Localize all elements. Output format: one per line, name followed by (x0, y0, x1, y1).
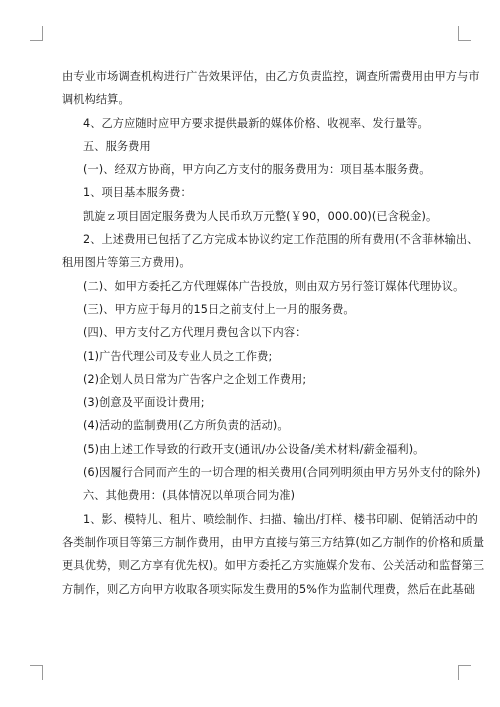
text-line: 更具优势，则乙方享有优先权)。如甲方委托乙方实施媒介发布、公关活动和监督第三 (62, 559, 485, 573)
text-line: 凯旋ｚ项目固定服务费为人民币玖万元整(￥90，000.00)(已含税金)。 (83, 209, 438, 223)
crop-mark-top-right (458, 26, 471, 41)
text-line: 调机构结算。 (62, 93, 130, 107)
body-text (62, 65, 485, 601)
section-heading: 五、服务费用 (83, 139, 151, 153)
text-line: (4)活动的监制费用(乙方所负责的活动)。 (83, 419, 289, 433)
text-line: (6)因履行合同而产生的一切合理的相关费用(合同列明须由甲方另外支付的除外) (83, 466, 481, 480)
text-line: (3)创意及平面设计费用; (83, 396, 205, 410)
text-line: (三)、甲方应于每月的15日之前支付上一月的服务费。 (83, 302, 355, 316)
crop-mark-top-left (30, 26, 43, 41)
text-line: 各类制作项目等第三方制作费用，由甲方直接与第三方结算(如乙方制作的价格和质量 (62, 535, 485, 549)
text-line: 1、项目基本服务费： (83, 186, 192, 200)
text-line: (四)、甲方支付乙方代理月费包含以下内容： (83, 326, 307, 340)
section-heading: 六、其他费用：(具体情况以单项合同为准) (83, 489, 296, 503)
text-line: 4、乙方应随时应甲方要求提供最新的媒体价格、收视率、发行量等。 (83, 116, 429, 130)
text-line: 租用图片等第三方费用)。 (62, 256, 191, 270)
crop-mark-bottom-left (30, 665, 43, 680)
text-line: (二)、如甲方委托乙方代理媒体广告投放，则由双方另行签订媒体代理协议。 (83, 279, 465, 293)
text-line: (2)企划人员日常为广告客户之企划工作费用; (83, 372, 307, 386)
text-line: (5)由上述工作导致的行政开支(通讯/办公设备/美术材料/薪金福利)。 (83, 442, 425, 456)
crop-mark-bottom-right (458, 665, 471, 680)
text-line: (一)、经双方协商，甲方向乙方支付的服务费用为：项目基本服务费。 (83, 163, 431, 177)
text-line: (1)广告代理公司及专业人员之工作费; (83, 349, 273, 363)
text-line: 由专业市场调查机构进行广告效果评估，由乙方负责监控，调查所需费用由甲方与市 (62, 70, 480, 83)
text-line: 2、上述费用已包括了乙方完成本协议约定工作范围的所有费用(不含菲林输出、 (83, 233, 479, 247)
text-line: 1、影、模特儿、租片、喷绘制作、扫描、输出/打样、楼书印刷、促销活动中的 (83, 512, 478, 526)
text-line: 方制作，则乙方向甲方收取各项实际发生费用的5%作为监制代理费，然后在此基础 (62, 582, 476, 596)
